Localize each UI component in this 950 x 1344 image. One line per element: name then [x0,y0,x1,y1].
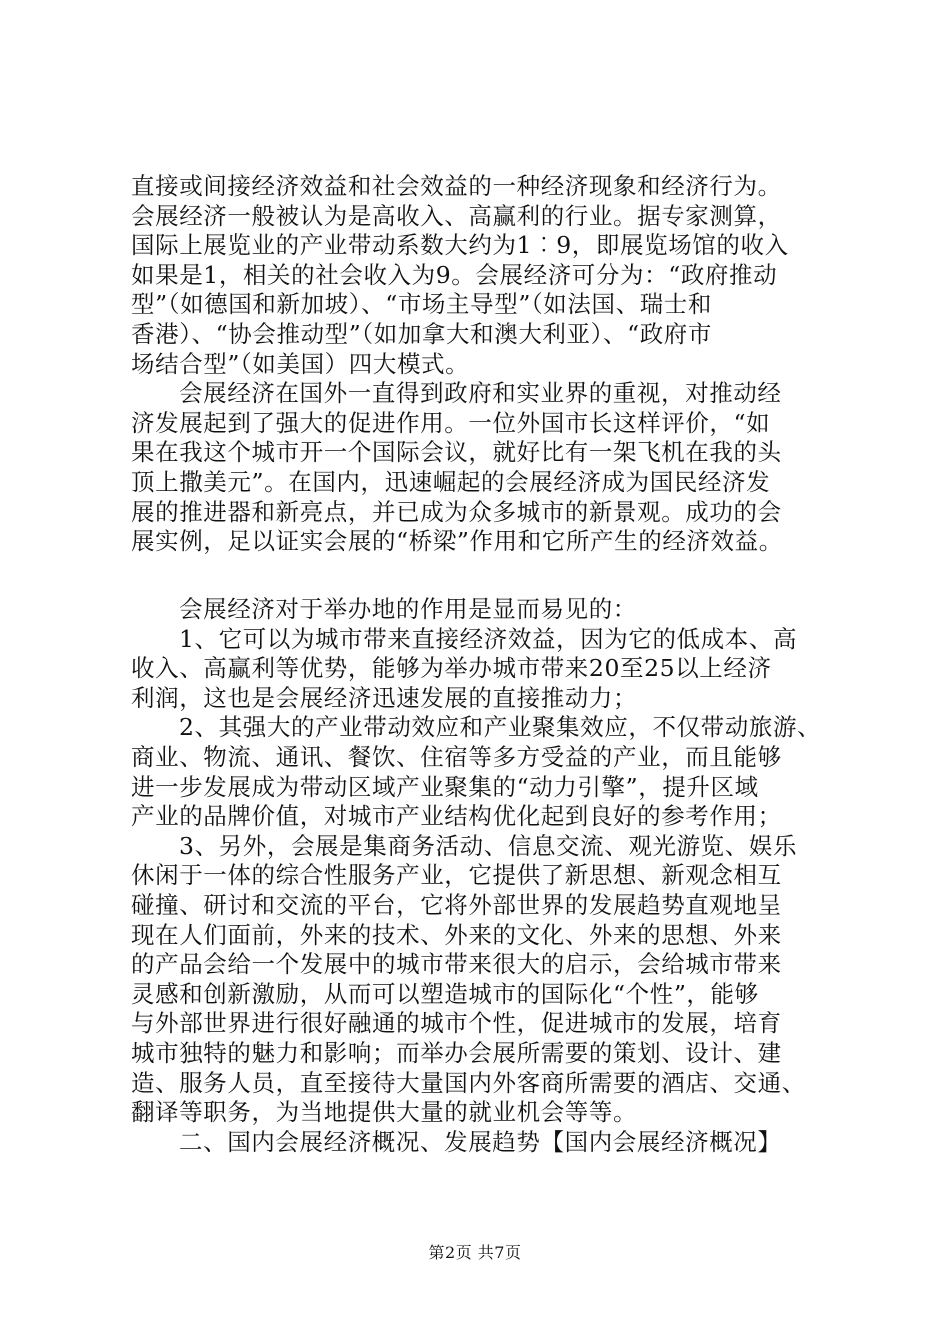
text-line: 灵感和创新激励，从而可以塑造城市的国际化“个性”，能够 [131,979,759,1008]
text-line: 利润，这也是会展经济迅速发展的直接推动力； [131,683,638,712]
text-line: 现在人们面前，外来的技术、外来的文化、外来的思想、外来 [131,920,782,949]
text-line: 场结合型”（如美国）四大模式。 [131,349,470,378]
list-item-2-first-line: 2、其强大的产业带动效应和产业聚集效应，不仅带动旅游、 [179,713,822,742]
list-item-3-first-line: 3、另外，会展是集商务活动、信息交流、观光游览、娱乐 [179,831,798,860]
body-text-block-2 [131,595,851,1157]
page-footer: 第2页 共7页 [428,1243,522,1262]
text-line: 国际上展览业的产业带动系数大约为1︰9，即展览场馆的收入 [131,231,789,260]
text-line: 进一步发展成为带动区域产业聚集的“动力引擎”，提升区域 [131,772,759,801]
text-line: 顶上撒美元”。在国内，迅速崛起的会展经济成为国民经济发 [131,467,771,496]
text-line: 如果是1，相关的社会收入为9。会展经济可分为：“政府推动 [131,260,778,289]
text-line: 城市独特的魅力和影响；而举办会展所需要的策划、设计、建 [131,1038,782,1067]
text-line: 果在我这个城市开一个国际会议，就好比有一架飞机在我的头 [131,438,782,467]
text-line: 香港）、“协会推动型”（如加拿大和澳大利亚）、“政府市 [131,319,712,348]
text-line: 收入、高赢利等优势，能够为举办城市带来20至25以上经济 [131,654,772,683]
paragraph-first-line: 会展经济在国外一直得到政府和实业界的重视，对推动经 [179,379,782,408]
text-line: 造、服务人员，直至接待大量国内外客商所需要的酒店、交通、 [131,1068,806,1097]
text-line: 产业的品牌价值，对城市产业结构优化起到良好的参考作用； [131,802,782,831]
text-line: 展的推进器和新亮点，并已成为众多城市的新景观。成功的会 [131,497,782,526]
text-line: 与外部世界进行很好融通的城市个性，促进城市的发展，培育 [131,1009,782,1038]
text-line: 直接或间接经济效益和社会效益的一种经济现象和经济行为。 [131,172,782,200]
body-text-block-1 [131,172,851,557]
text-line: 展实例，足以证实会展的“桥梁”作用和它所产生的经济效益。 [131,527,783,556]
text-line: 会展经济一般被认为是高收入、高赢利的行业。据专家测算， [131,201,782,230]
section-heading: 二、国内会展经济概况、发展趋势【国内会展经济概况】 [179,1127,782,1156]
list-item-1-first-line: 1、它可以为城市带来直接经济效益，因为它的低成本、高 [179,624,798,653]
text-line: 翻译等职务，为当地提供大量的就业机会等等。 [131,1098,638,1127]
text-line: 碰撞、研讨和交流的平台，它将外部世界的发展趋势直观地呈 [131,890,782,919]
text-line: 的产品会给一个发展中的城市带来很大的启示，会给城市带来 [131,950,782,979]
text-line: 商业、物流、通讯、餐饮、住宿等多方受益的产业，而且能够 [131,742,782,771]
text-line: 休闲于一体的综合性服务产业，它提供了新思想、新观念相互 [131,861,782,890]
text-line: 型”（如德国和新加坡）、“市场主导型”（如法国、瑞士和 [131,290,712,319]
text-line: 济发展起到了强大的促进作用。一位外国市长这样评价，“如 [131,408,771,437]
paragraph-first-line: 会展经济对于举办地的作用是显而易见的： [179,595,637,623]
